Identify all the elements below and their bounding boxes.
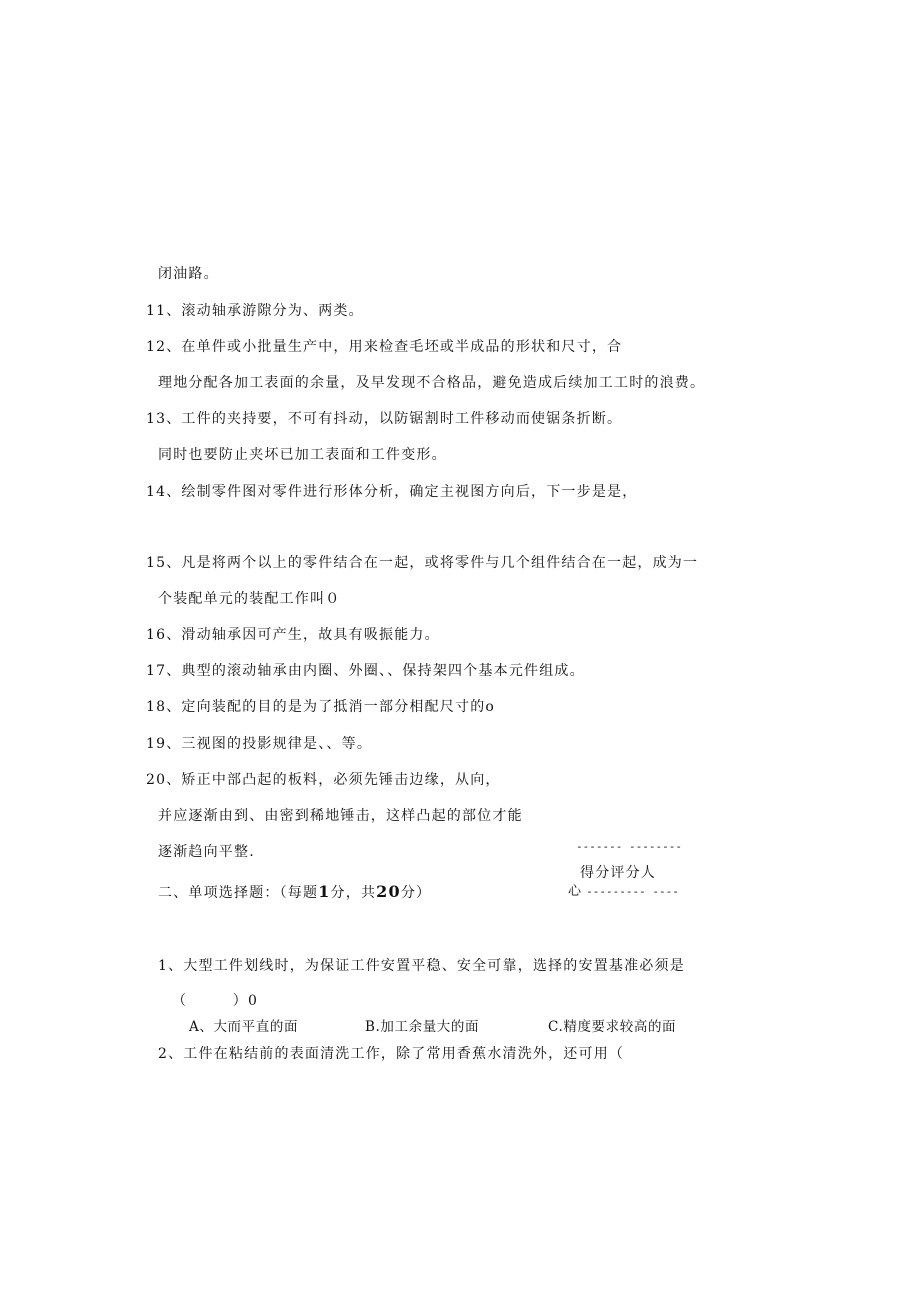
section-title-suffix: 分） [400, 885, 432, 901]
question-2-text: 2、工件在粘结前的表面清洗工作，除了常用香蕉水清洗外，还可用（ [158, 1046, 625, 1062]
section-title-prefix: 二、单项选择题：（每题 [158, 885, 319, 901]
text-line: 闭油路。 [158, 266, 219, 282]
question-11: 11、滚动轴承游隙分为、两类。 [146, 303, 364, 319]
score-box-top-rule: ------- -------- [576, 840, 682, 853]
score-box-label: 得分评分人 [580, 865, 656, 881]
score-box-bottom-dashes: --------- ---- [586, 885, 679, 898]
text-line: 并应逐渐由到、由密到稀地锤击，这样凸起的部位才能 [158, 808, 523, 824]
score-box [568, 840, 692, 899]
text-line: 同时也要防止夹坏已加工表面和工件变形。 [158, 447, 447, 463]
section-points-each: 1 [318, 882, 331, 901]
question-16: 16、滑动轴承因可产生，故具有吸振能力。 [146, 627, 440, 643]
question-17: 17、典型的滚动轴承由内圈、外圈、、保持架四个基本元件组成。 [146, 663, 585, 679]
question-13: 13、工件的夹持要，不可有抖动，以防锯割时工件移动而使锯条折断。 [146, 411, 623, 427]
score-box-bottom-prefix: 心 [568, 884, 582, 899]
question-15: 15、凡是将两个以上的零件结合在一起，或将零件与几个组件结合在一起，成为一 [146, 555, 699, 571]
question-20: 20、矫正中部凸起的板料，必须先锤击边缘，从向， [146, 772, 501, 788]
option-c: C.精度要求较高的面 [548, 1019, 677, 1035]
option-b: B.加工余量大的面 [365, 1019, 480, 1035]
question-1-blank: （ ）0 [172, 993, 259, 1009]
question-19: 19、三视图的投影规律是、、等。 [146, 736, 373, 752]
question-14: 14、绘制零件图对零件进行形体分析，确定主视图方向后，下一步是是， [146, 484, 638, 500]
text-line: 个装配单元的装配工作叫０ [158, 591, 341, 607]
section-title [158, 882, 431, 902]
option-a: A、大而平直的面 [189, 1019, 299, 1035]
question-18: 18、定向装配的目的是为了抵消一部分相配尺寸的o [146, 699, 496, 715]
question-1-text: 1、大型工件划线时，为保证工件安置平稳、安全可靠，选择的安置基准必须是 [158, 958, 685, 974]
text-line: 逐渐趋向平整. [158, 844, 255, 860]
text-line: 理地分配各加工表面的余量，及早发现不合格品，避免造成后续加工工时的浪费。 [158, 375, 706, 391]
score-box-bottom-rule [568, 880, 679, 899]
section-title-mid: 分，共 [330, 885, 377, 901]
section-total: 20 [376, 882, 401, 901]
question-12: 12、在单件或小批量生产中，用来检查毛坯或半成品的形状和尺寸，合 [146, 339, 623, 355]
